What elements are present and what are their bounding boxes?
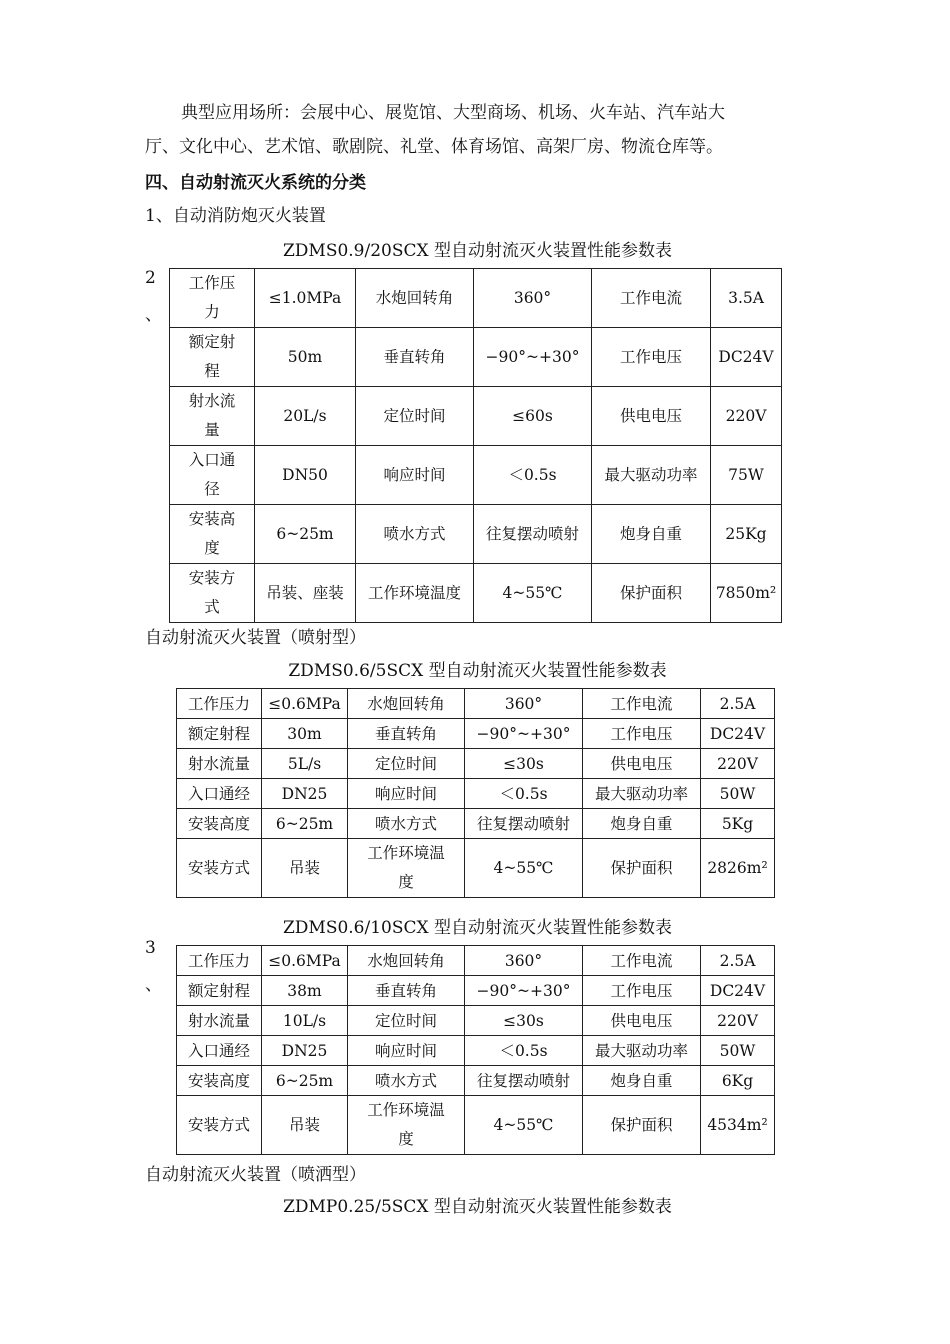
param-label-cell: 射水流量 <box>177 1006 262 1036</box>
param-value-cell: 25Kg <box>711 505 782 564</box>
intro-line-1: 典型应用场所：会展中心、展览馆、大型商场、机场、火车站、汽车站大 <box>181 103 725 123</box>
param-value-cell: 2.5A <box>701 689 775 719</box>
param-value-cell: 6~25m <box>255 505 356 564</box>
table-row <box>170 269 782 328</box>
param-label-cell: 定位时间 <box>348 749 465 779</box>
table-row <box>177 749 775 779</box>
param-value-cell: 5L/s <box>262 749 348 779</box>
param-value-cell: 往复摆动喷射 <box>465 809 583 839</box>
param-label-cell: 供电电压 <box>583 1006 701 1036</box>
param-value-cell: 2826m² <box>701 839 775 898</box>
table-row <box>170 564 782 623</box>
param-label-cell: 入口通径 <box>170 446 255 505</box>
param-value-cell: 5Kg <box>701 809 775 839</box>
param-label-cell: 工作压力 <box>170 269 255 328</box>
list-marker-3-mark: 、 <box>145 975 162 995</box>
param-value-cell: ＜0.5s <box>465 1036 583 1066</box>
param-value-cell: 20L/s <box>255 387 356 446</box>
intro-paragraph <box>145 96 810 164</box>
param-label-cell: 安装高度 <box>170 505 255 564</box>
param-label-cell: 工作压力 <box>177 689 262 719</box>
param-value-cell: 220V <box>701 749 775 779</box>
table-row <box>177 719 775 749</box>
param-value-cell: ≤30s <box>465 749 583 779</box>
param-value-cell: 吊装、座装 <box>255 564 356 623</box>
param-label-cell: 入口通经 <box>177 1036 262 1066</box>
param-value-cell: 4~55℃ <box>474 564 592 623</box>
param-label-cell: 安装方式 <box>177 1096 262 1155</box>
param-value-cell: ≤1.0MPa <box>255 269 356 328</box>
table-row <box>170 328 782 387</box>
spec-table-1 <box>169 268 782 623</box>
param-label-cell: 最大驱动功率 <box>583 1036 701 1066</box>
param-value-cell: 3.5A <box>711 269 782 328</box>
param-label-cell: 定位时间 <box>348 1006 465 1036</box>
table-row <box>177 779 775 809</box>
spray-type-label: 自动射流灭火装置（喷射型） <box>145 628 366 648</box>
table-row <box>177 689 775 719</box>
table-1-caption: ZDMS0.9/20SCX 型自动射流灭火装置性能参数表 <box>282 241 673 261</box>
param-label-cell: 工作电压 <box>592 328 711 387</box>
param-value-cell: 360° <box>465 946 583 976</box>
param-value-cell: −90°~+30° <box>474 328 592 387</box>
param-label-cell: 保护面积 <box>583 839 701 898</box>
table-row <box>177 1066 775 1096</box>
table-2-caption: ZDMS0.6/5SCX 型自动射流灭火装置性能参数表 <box>288 661 667 681</box>
table-4-caption: ZDMP0.25/5SCX 型自动射流灭火装置性能参数表 <box>283 1197 672 1217</box>
param-value-cell: DN25 <box>262 779 348 809</box>
param-value-cell: 30m <box>262 719 348 749</box>
param-label-cell: 垂直转角 <box>356 328 474 387</box>
param-label-cell: 响应时间 <box>348 1036 465 1066</box>
param-label-cell: 额定射程 <box>177 719 262 749</box>
param-label-cell: 安装方式 <box>170 564 255 623</box>
param-value-cell: 75W <box>711 446 782 505</box>
param-value-cell: −90°~+30° <box>465 719 583 749</box>
param-label-cell: 响应时间 <box>356 446 474 505</box>
param-value-cell: 38m <box>262 976 348 1006</box>
param-label-cell: 工作压力 <box>177 946 262 976</box>
param-value-cell: 50W <box>701 779 775 809</box>
param-label-cell: 水炮回转角 <box>348 946 465 976</box>
param-label-cell: 工作电压 <box>583 719 701 749</box>
param-label-cell: 额定射程 <box>170 328 255 387</box>
param-label-cell: 最大驱动功率 <box>583 779 701 809</box>
param-value-cell: 7850m² <box>711 564 782 623</box>
param-label-cell: 入口通经 <box>177 779 262 809</box>
param-value-cell: 360° <box>465 689 583 719</box>
param-value-cell: −90°~+30° <box>465 976 583 1006</box>
table-row <box>170 387 782 446</box>
list-marker-3: 3 <box>145 938 156 958</box>
param-value-cell: 220V <box>701 1006 775 1036</box>
table-row <box>177 946 775 976</box>
param-label-cell: 炮身自重 <box>592 505 711 564</box>
param-label-cell: 供电电压 <box>583 749 701 779</box>
param-value-cell: 往复摆动喷射 <box>474 505 592 564</box>
param-value-cell: 吊装 <box>262 1096 348 1155</box>
param-value-cell: 220V <box>711 387 782 446</box>
param-label-cell: 射水流量 <box>170 387 255 446</box>
table-row <box>177 1036 775 1066</box>
param-label-cell: 炮身自重 <box>583 809 701 839</box>
param-label-cell: 安装方式 <box>177 839 262 898</box>
param-label-cell: 喷水方式 <box>348 1066 465 1096</box>
param-value-cell: ＜0.5s <box>474 446 592 505</box>
table-row <box>177 809 775 839</box>
param-label-cell: 保护面积 <box>583 1096 701 1155</box>
param-value-cell: 6Kg <box>701 1066 775 1096</box>
param-value-cell: 50m <box>255 328 356 387</box>
param-value-cell: ≤0.6MPa <box>262 689 348 719</box>
param-label-cell: 工作电压 <box>583 976 701 1006</box>
param-label-cell: 安装高度 <box>177 809 262 839</box>
param-label-cell: 垂直转角 <box>348 976 465 1006</box>
param-value-cell: DN50 <box>255 446 356 505</box>
param-label-cell: 额定射程 <box>177 976 262 1006</box>
param-label-cell: 响应时间 <box>348 779 465 809</box>
param-value-cell: DC24V <box>701 976 775 1006</box>
list-marker-2-mark: 、 <box>145 305 162 325</box>
param-label-cell: 供电电压 <box>592 387 711 446</box>
intro-line-2: 厅、文化中心、艺术馆、歌剧院、礼堂、体育场馆、高架厂房、物流仓库等。 <box>145 137 723 157</box>
table-row <box>170 505 782 564</box>
sprinkle-type-label: 自动射流灭火装置（喷洒型） <box>145 1165 366 1185</box>
param-value-cell: 4~55℃ <box>465 1096 583 1155</box>
param-label-cell: 喷水方式 <box>348 809 465 839</box>
param-value-cell: 4~55℃ <box>465 839 583 898</box>
table-row <box>170 446 782 505</box>
param-label-cell: 喷水方式 <box>356 505 474 564</box>
table-row <box>177 839 775 898</box>
param-label-cell: 工作环境温度 <box>356 564 474 623</box>
param-label-cell: 工作环境温度 <box>348 1096 465 1155</box>
param-value-cell: ＜0.5s <box>465 779 583 809</box>
param-value-cell: 往复摆动喷射 <box>465 1066 583 1096</box>
param-label-cell: 水炮回转角 <box>356 269 474 328</box>
table-row <box>177 1096 775 1155</box>
list-marker-2: 2 <box>145 268 156 288</box>
param-label-cell: 最大驱动功率 <box>592 446 711 505</box>
spec-table-3 <box>176 945 775 1155</box>
section-heading: 四、自动射流灭火系统的分类 <box>145 173 366 193</box>
table-row <box>177 1006 775 1036</box>
param-label-cell: 工作电流 <box>583 689 701 719</box>
param-value-cell: 6~25m <box>262 809 348 839</box>
param-value-cell: 6~25m <box>262 1066 348 1096</box>
table-3-caption: ZDMS0.6/10SCX 型自动射流灭火装置性能参数表 <box>282 918 673 938</box>
param-value-cell: ≤60s <box>474 387 592 446</box>
param-value-cell: ≤30s <box>465 1006 583 1036</box>
param-value-cell: 50W <box>701 1036 775 1066</box>
param-label-cell: 射水流量 <box>177 749 262 779</box>
param-value-cell: 4534m² <box>701 1096 775 1155</box>
param-value-cell: DC24V <box>701 719 775 749</box>
param-label-cell: 垂直转角 <box>348 719 465 749</box>
param-value-cell: 10L/s <box>262 1006 348 1036</box>
param-label-cell: 工作电流 <box>583 946 701 976</box>
param-value-cell: 360° <box>474 269 592 328</box>
param-value-cell: DN25 <box>262 1036 348 1066</box>
table-row <box>177 976 775 1006</box>
param-label-cell: 工作环境温度 <box>348 839 465 898</box>
param-label-cell: 安装高度 <box>177 1066 262 1096</box>
param-label-cell: 工作电流 <box>592 269 711 328</box>
param-label-cell: 炮身自重 <box>583 1066 701 1096</box>
param-value-cell: 吊装 <box>262 839 348 898</box>
param-value-cell: ≤0.6MPa <box>262 946 348 976</box>
param-label-cell: 定位时间 <box>356 387 474 446</box>
param-value-cell: 2.5A <box>701 946 775 976</box>
param-label-cell: 水炮回转角 <box>348 689 465 719</box>
param-label-cell: 保护面积 <box>592 564 711 623</box>
spec-table-2 <box>176 688 775 898</box>
subsection-title: 1、自动消防炮灭火装置 <box>145 206 326 226</box>
param-value-cell: DC24V <box>711 328 782 387</box>
